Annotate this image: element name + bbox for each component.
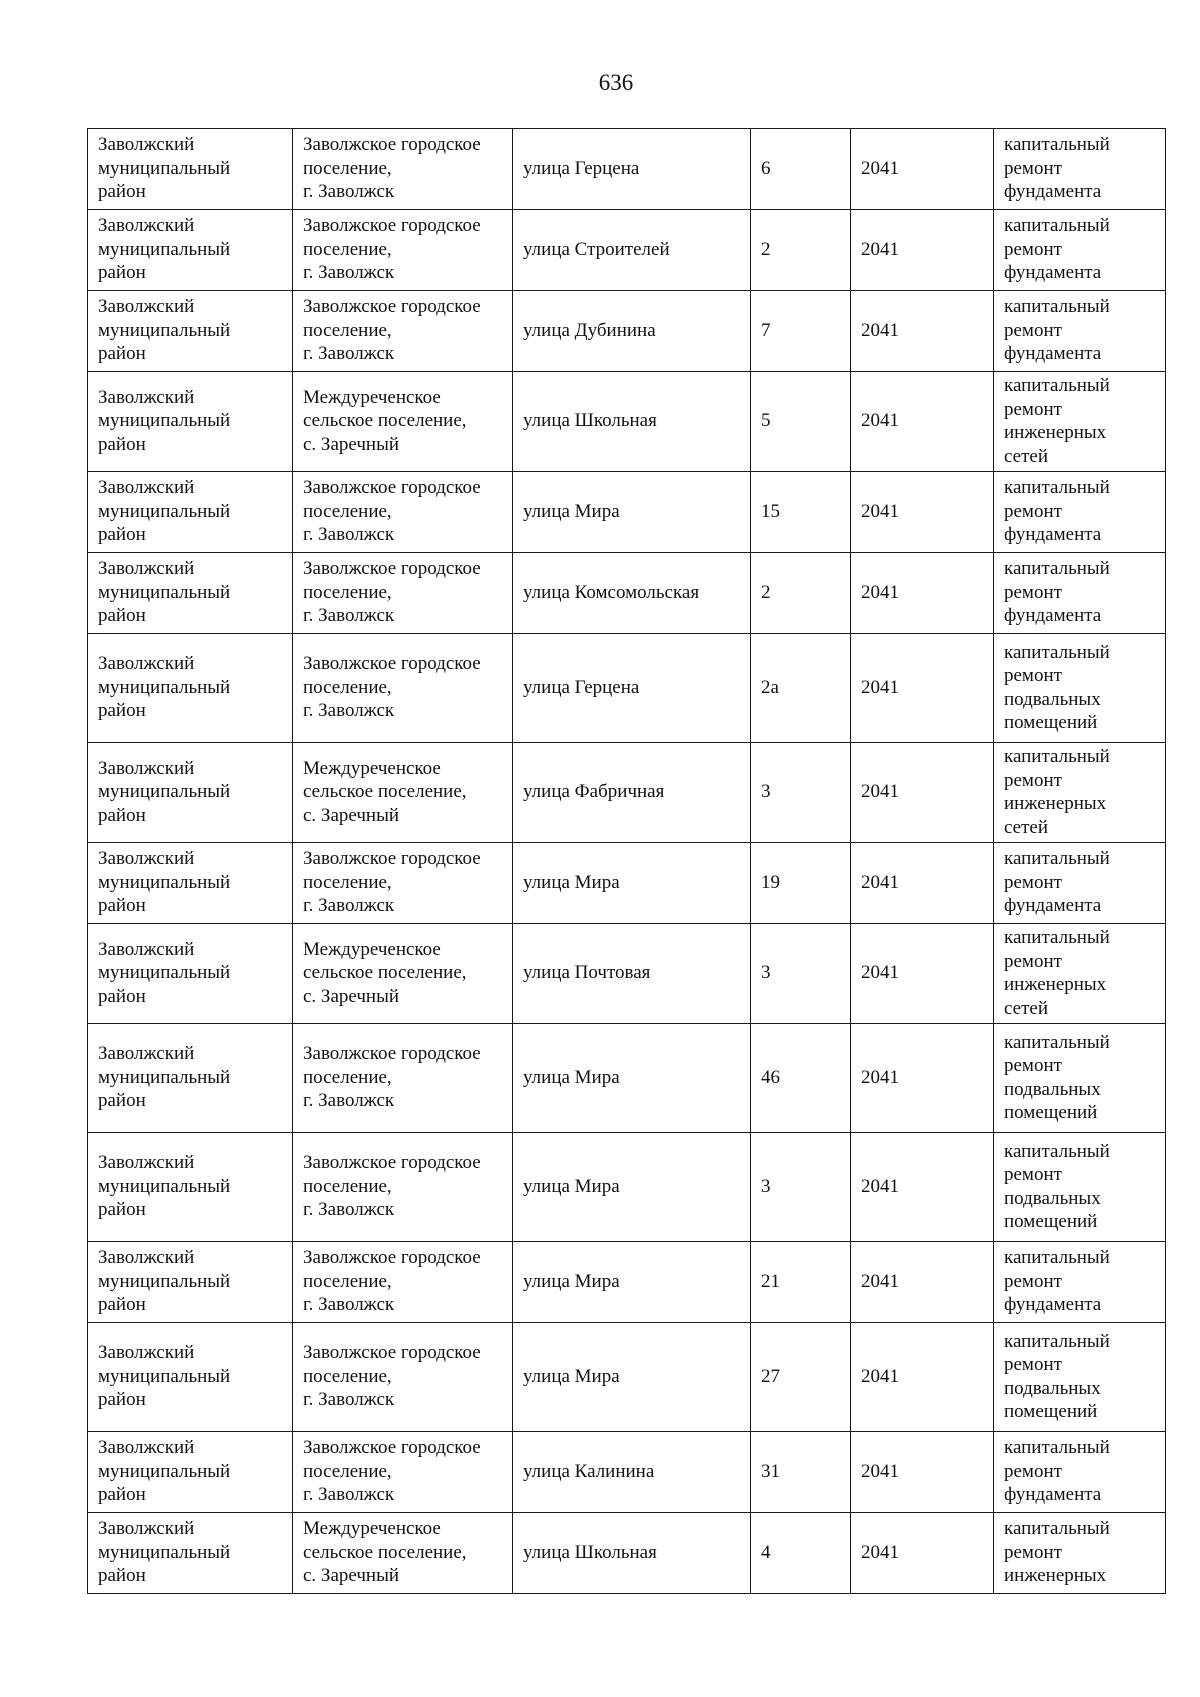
work-type-cell: капитальный ремонт инженерных сетей [994,924,1166,1024]
year-cell: 2041 [851,843,994,924]
year-cell: 2041 [851,1323,994,1432]
year-cell: 2041 [851,372,994,472]
settlement-cell: Заволжское городское поселение, г. Заволжск [293,1133,513,1242]
records-table [87,128,1166,1594]
district-cell: Заволжский муниципальный район [88,1242,293,1323]
settlement-cell: Заволжское городское поселение, г. Заволжск [293,1432,513,1513]
table-row [88,634,1166,743]
street-cell: улица Герцена [513,634,751,743]
house-cell: 31 [751,1432,851,1513]
street-cell: улица Дубинина [513,291,751,372]
year-cell: 2041 [851,1024,994,1133]
house-cell: 2 [751,210,851,291]
house-cell: 7 [751,291,851,372]
street-cell: улица Почтовая [513,924,751,1024]
street-cell: улица Школьная [513,372,751,472]
work-type-cell: капитальный ремонт фундамента [994,210,1166,291]
page-number: 636 [598,70,634,95]
settlement-cell: Заволжское городское поселение, г. Заволжск [293,634,513,743]
table-row [88,843,1166,924]
settlement-cell: Междуреченское сельское поселение, с. Заречный [293,372,513,472]
district-cell: Заволжский муниципальный район [88,924,293,1024]
house-cell: 3 [751,743,851,843]
street-cell: улица Мира [513,1242,751,1323]
house-cell: 2 [751,553,851,634]
work-type-cell: капитальный ремонт инженерных [994,1513,1166,1594]
work-type-cell: капитальный ремонт фундамента [994,1432,1166,1513]
settlement-cell: Междуреченское сельское поселение, с. Заречный [293,743,513,843]
district-cell: Заволжский муниципальный район [88,634,293,743]
district-cell: Заволжский муниципальный район [88,743,293,843]
table-row [88,1323,1166,1432]
work-type-cell: капитальный ремонт подвальных помещений [994,1133,1166,1242]
house-cell: 27 [751,1323,851,1432]
work-type-cell: капитальный ремонт фундамента [994,843,1166,924]
street-cell: улица Мира [513,472,751,553]
year-cell: 2041 [851,129,994,210]
work-type-cell: капитальный ремонт инженерных сетей [994,372,1166,472]
table-row [88,129,1166,210]
street-cell: улица Мира [513,1024,751,1133]
street-cell: улица Калинина [513,1432,751,1513]
house-cell: 21 [751,1242,851,1323]
year-cell: 2041 [851,472,994,553]
table-row [88,924,1166,1024]
settlement-cell: Заволжское городское поселение, г. Заволжск [293,553,513,634]
settlement-cell: Заволжское городское поселение, г. Заволжск [293,1242,513,1323]
table-row [88,472,1166,553]
year-cell: 2041 [851,1242,994,1323]
settlement-cell: Заволжское городское поселение, г. Заволжск [293,129,513,210]
table-row [88,1133,1166,1242]
table-row [88,1024,1166,1133]
house-cell: 46 [751,1024,851,1133]
street-cell: улица Комсомольская [513,553,751,634]
district-cell: Заволжский муниципальный район [88,210,293,291]
year-cell: 2041 [851,210,994,291]
district-cell: Заволжский муниципальный район [88,553,293,634]
house-cell: 6 [751,129,851,210]
table-row [88,1242,1166,1323]
year-cell: 2041 [851,291,994,372]
settlement-cell: Заволжское городское поселение, г. Заволжск [293,843,513,924]
work-type-cell: капитальный ремонт фундамента [994,1242,1166,1323]
table-row [88,553,1166,634]
district-cell: Заволжский муниципальный район [88,1133,293,1242]
district-cell: Заволжский муниципальный район [88,372,293,472]
district-cell: Заволжский муниципальный район [88,1513,293,1594]
house-cell: 4 [751,1513,851,1594]
table-row [88,1513,1166,1594]
settlement-cell: Заволжское городское поселение, г. Заволжск [293,1024,513,1133]
table-row [88,1432,1166,1513]
house-cell: 15 [751,472,851,553]
table-row [88,210,1166,291]
district-cell: Заволжский муниципальный район [88,843,293,924]
settlement-cell: Заволжское городское поселение, г. Заволжск [293,1323,513,1432]
year-cell: 2041 [851,924,994,1024]
work-type-cell: капитальный ремонт инженерных сетей [994,743,1166,843]
work-type-cell: капитальный ремонт подвальных помещений [994,634,1166,743]
work-type-cell: капитальный ремонт подвальных помещений [994,1323,1166,1432]
street-cell: улица Школьная [513,1513,751,1594]
street-cell: улица Строителей [513,210,751,291]
table-row [88,372,1166,472]
settlement-cell: Междуреченское сельское поселение, с. Заречный [293,924,513,1024]
year-cell: 2041 [851,553,994,634]
year-cell: 2041 [851,743,994,843]
settlement-cell: Междуреченское сельское поселение, с. Заречный [293,1513,513,1594]
district-cell: Заволжский муниципальный район [88,472,293,553]
district-cell: Заволжский муниципальный район [88,291,293,372]
house-cell: 2а [751,634,851,743]
year-cell: 2041 [851,1432,994,1513]
house-cell: 5 [751,372,851,472]
district-cell: Заволжский муниципальный район [88,129,293,210]
district-cell: Заволжский муниципальный район [88,1432,293,1513]
street-cell: улица Мира [513,843,751,924]
street-cell: улица Мира [513,1323,751,1432]
work-type-cell: капитальный ремонт фундамента [994,472,1166,553]
house-cell: 3 [751,924,851,1024]
work-type-cell: капитальный ремонт подвальных помещений [994,1024,1166,1133]
work-type-cell: капитальный ремонт фундамента [994,129,1166,210]
settlement-cell: Заволжское городское поселение, г. Заволжск [293,291,513,372]
table-row [88,743,1166,843]
year-cell: 2041 [851,1133,994,1242]
district-cell: Заволжский муниципальный район [88,1323,293,1432]
house-cell: 19 [751,843,851,924]
street-cell: улица Фабричная [513,743,751,843]
work-type-cell: капитальный ремонт фундамента [994,553,1166,634]
street-cell: улица Герцена [513,129,751,210]
street-cell: улица Мира [513,1133,751,1242]
settlement-cell: Заволжское городское поселение, г. Заволжск [293,472,513,553]
district-cell: Заволжский муниципальный район [88,1024,293,1133]
year-cell: 2041 [851,1513,994,1594]
settlement-cell: Заволжское городское поселение, г. Заволжск [293,210,513,291]
house-cell: 3 [751,1133,851,1242]
table-row [88,291,1166,372]
work-type-cell: капитальный ремонт фундамента [994,291,1166,372]
year-cell: 2041 [851,634,994,743]
